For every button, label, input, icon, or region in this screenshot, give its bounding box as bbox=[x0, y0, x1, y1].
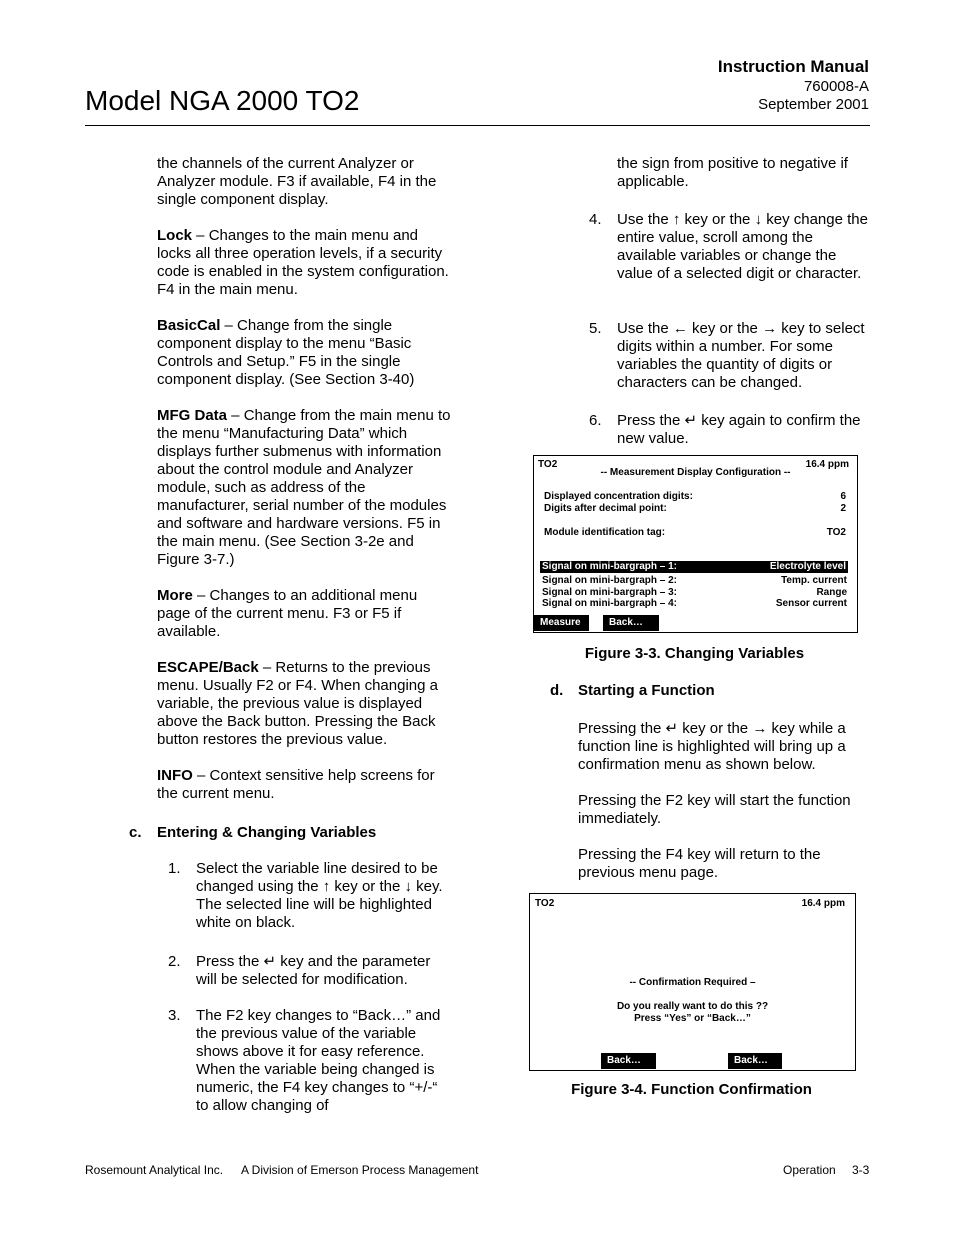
fig33-signal-highlighted: Signal on mini-bargraph – 1: Electrolyte level bbox=[542, 561, 846, 572]
fig33-top-right: 16.4 ppm bbox=[805, 459, 849, 470]
fig33-signal-label: Signal on mini-bargraph – 3: bbox=[542, 587, 678, 598]
term-escape-back: ESCAPE/Back – Returns to the previous menu. Usually F2 or F4. When changing a variable, the previous value is displayed above the Back button. Pressing the Back button restores the previous value. bbox=[157, 659, 438, 748]
section-d-paragraph: Pressing the F4 key will return to the previous menu page. bbox=[578, 846, 821, 881]
term-info: INFO – Context sensitive help screens for the current menu. bbox=[157, 767, 435, 802]
footer-company: Rosemount Analytical Inc. bbox=[85, 1163, 224, 1177]
fig33-signal-value: Temp. current bbox=[781, 575, 847, 586]
fig33-signal-label: Signal on mini-bargraph – 4: bbox=[542, 598, 678, 609]
fig33-title: -- Measurement Display Configuration -- bbox=[600, 467, 791, 478]
fig33-measure-softkey: Measure bbox=[534, 615, 589, 631]
fig33-row-value: 6 bbox=[840, 491, 846, 502]
fig34-back-softkey: Back… bbox=[728, 1053, 782, 1069]
footer-page-number: 3-3 bbox=[852, 1163, 870, 1177]
page-model-title: Model NGA 2000 TO2 bbox=[85, 85, 360, 116]
header-rule bbox=[85, 125, 870, 126]
figure-3-4-display bbox=[529, 893, 856, 1071]
figure-3-3-caption: Figure 3-3. Changing Variables bbox=[584, 645, 805, 662]
section-c-label: c. bbox=[129, 824, 142, 841]
term-lock: Lock – Changes to the main menu and locks all three operation levels, if a security code is enabled in the system configuration. F4 in the main menu. bbox=[157, 227, 449, 298]
section-c-title: Entering & Changing Variables bbox=[157, 824, 377, 841]
fig34-title: -- Confirmation Required – bbox=[629, 977, 756, 988]
term-basiccal: BasicCal – Change from the single component display to the menu “Basic Controls and Setup.” F5 in the single component display. (See Section 3-40) bbox=[157, 317, 415, 388]
fig33-row-value: TO2 bbox=[826, 527, 846, 538]
fig33-back-softkey: Back… bbox=[603, 615, 659, 631]
fig33-top-left: TO2 bbox=[538, 459, 558, 470]
section-d-body bbox=[578, 720, 870, 900]
fig34-top-left: TO2 bbox=[535, 898, 555, 909]
section-d-paragraph: Pressing the F2 key will start the function immediately. bbox=[578, 792, 851, 827]
section-d-label: d. bbox=[550, 682, 564, 699]
continuation-text: the sign from positive to negative if applicable. bbox=[617, 155, 848, 190]
footer-section: Operation bbox=[783, 1163, 836, 1177]
fig33-signal-value: Range bbox=[816, 587, 847, 598]
fig33-row-value: 2 bbox=[840, 503, 846, 514]
doc-number: 760008-A bbox=[803, 78, 869, 95]
fig34-top-right: 16.4 ppm bbox=[801, 898, 845, 909]
fig33-row-label: Module identification tag: bbox=[544, 527, 666, 538]
fig33-signal-label: Signal on mini-bargraph – 2: bbox=[542, 575, 678, 586]
fig34-prompt: Press “Yes” or “Back…” bbox=[634, 1013, 751, 1024]
figure-3-4-caption: Figure 3-4. Function Confirmation bbox=[571, 1081, 812, 1098]
fig33-signal-value: Sensor current bbox=[775, 598, 847, 609]
manual-title: Instruction Manual bbox=[717, 57, 869, 76]
term-mfg-data: MFG Data – Change from the main menu to the menu “Manufacturing Data” which displays further submenus with information about the control module and Analyzer module, such as address of the manufacturer, serial number of the modules and software and hardware versions. F5 in the main menu. (See Section 3-2e and Figure 3-7.) bbox=[157, 407, 451, 568]
intro-paragraph: the channels of the current Analyzer or Analyzer module. F3 if available, F4 in the single component display. bbox=[157, 155, 437, 208]
fig33-row-label: Displayed concentration digits: bbox=[544, 491, 693, 502]
section-d-paragraph: Pressing the ↵ key or the → key while a function line is highlighted will bring up a confirmation menu as shown below. bbox=[578, 720, 846, 773]
figure-3-3-display bbox=[533, 455, 858, 633]
fig34-back-softkey: Back… bbox=[601, 1053, 656, 1069]
fig34-question: Do you really want to do this ?? bbox=[616, 1001, 769, 1012]
footer-division: A Division of Emerson Process Management bbox=[241, 1163, 479, 1177]
header-block bbox=[718, 56, 869, 114]
left-column bbox=[157, 155, 453, 821]
doc-date: September 2001 bbox=[758, 96, 869, 113]
fig33-row-label: Digits after decimal point: bbox=[544, 503, 667, 514]
section-d-title: Starting a Function bbox=[578, 682, 715, 699]
term-more: More – Changes to an additional menu page of the current menu. F3 or F5 if available. bbox=[157, 587, 418, 640]
